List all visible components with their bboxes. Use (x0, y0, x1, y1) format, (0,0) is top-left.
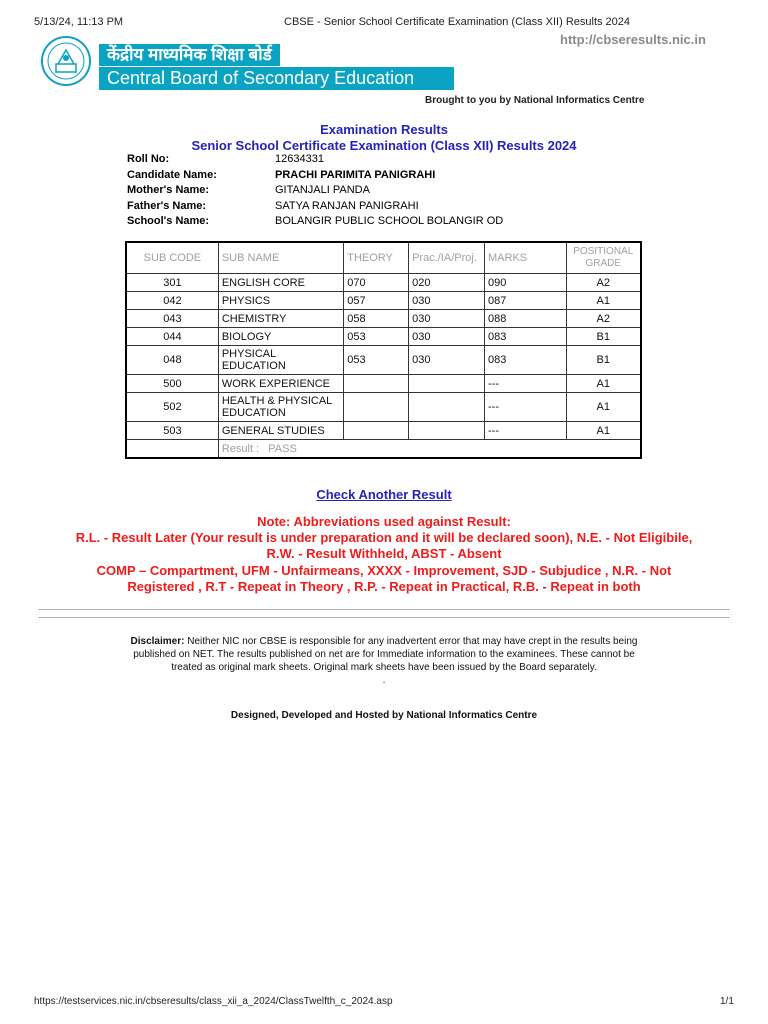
table-row (126, 310, 641, 328)
disclaimer (118, 635, 650, 687)
theory (344, 422, 409, 440)
table-row (126, 274, 641, 292)
marks: 083 (485, 328, 567, 346)
print-url: https://testservices.nic.in/cbseresults/class_xii_a_2024/ClassTwelfth_c_2024.asp (34, 996, 393, 1007)
grade: A1 (566, 393, 641, 422)
print-page-title: CBSE - Senior School Certificate Examination (Class XII) Results 2024 (284, 16, 631, 28)
table-row (126, 375, 641, 393)
exam-subtitle: Senior School Certificate Examination (Class XII) Results 2024 (191, 138, 577, 153)
check-another-result-link[interactable]: Check Another Result (316, 487, 452, 502)
marks: 087 (485, 292, 567, 310)
grade: A2 (566, 310, 641, 328)
prac: 030 (409, 346, 485, 375)
divider (38, 609, 730, 610)
sub-code: 042 (126, 292, 218, 310)
result-empty-cell (126, 440, 218, 459)
sub-name: CHEMISTRY (218, 310, 343, 328)
board-name-hindi: केंद्रीय माध्यमिक शिक्षा बोर्ड (99, 44, 280, 66)
sub-name: WORK EXPERIENCE (218, 375, 343, 393)
print-page-number: 1/1 (720, 996, 734, 1007)
sub-code: 043 (126, 310, 218, 328)
note-heading: Note: Abbreviations used against Result: (257, 514, 511, 529)
prac (409, 375, 485, 393)
prac: 020 (409, 274, 485, 292)
marks-table (125, 241, 642, 459)
roll-value: 12634331 (275, 153, 324, 165)
marks: 083 (485, 346, 567, 375)
cbse-emblem-icon (40, 34, 92, 88)
header-marks: MARKS (485, 242, 567, 274)
header-sub-code: SUB CODE (126, 242, 218, 274)
theory: 070 (344, 274, 409, 292)
marks: 090 (485, 274, 567, 292)
candidate-label: Candidate Name: (127, 169, 217, 181)
site-url[interactable]: http://cbseresults.nic.in (560, 32, 706, 47)
marks: --- (485, 375, 567, 393)
sub-name: PHYSICAL EDUCATION (218, 346, 343, 375)
page-title: Examination Results (320, 122, 448, 137)
sub-name: ENGLISH CORE (218, 274, 343, 292)
grade: B1 (566, 328, 641, 346)
header-prac: Prac./IA/Proj. (409, 242, 485, 274)
table-row (126, 328, 641, 346)
prac: 030 (409, 328, 485, 346)
note-line-4: Registered , R.T - Repeat in Theory , R.P. - Repeat in Practical, R.B. - Repeat in both (127, 579, 641, 594)
school-value: BOLANGIR PUBLIC SCHOOL BOLANGIR OD (275, 215, 504, 227)
theory: 058 (344, 310, 409, 328)
sub-code: 500 (126, 375, 218, 393)
grade: A2 (566, 274, 641, 292)
roll-label: Roll No: (127, 153, 170, 165)
sub-code: 301 (126, 274, 218, 292)
designed-by: Designed, Developed and Hosted by National Informatics Centre (230, 710, 538, 721)
theory (344, 375, 409, 393)
table-row (126, 346, 641, 375)
marks: 088 (485, 310, 567, 328)
brought-by-text: Brought to you by National Informatics Centre (425, 95, 645, 106)
sub-name: PHYSICS (218, 292, 343, 310)
theory: 053 (344, 346, 409, 375)
sub-name: BIOLOGY (218, 328, 343, 346)
father-label: Father's Name: (127, 200, 207, 212)
result-row (126, 440, 641, 459)
school-label: School's Name: (127, 215, 210, 227)
sub-code: 048 (126, 346, 218, 375)
result-text: Result : PASS (218, 440, 641, 459)
marks: --- (485, 422, 567, 440)
mother-value: GITANJALI PANDA (275, 184, 370, 196)
table-row (126, 393, 641, 422)
sub-code: 044 (126, 328, 218, 346)
prac: 030 (409, 292, 485, 310)
prac (409, 393, 485, 422)
sub-code: 502 (126, 393, 218, 422)
print-datetime: 5/13/24, 11:13 PM (34, 16, 124, 28)
note-line-3: COMP – Compartment, UFM - Unfairmeans, XXXX - Improvement, SJD - Subjudice , N.R. - Not (96, 563, 672, 578)
mother-label: Mother's Name: (127, 184, 210, 196)
sub-name: HEALTH & PHYSICAL EDUCATION (218, 393, 343, 422)
sub-code: 503 (126, 422, 218, 440)
grade: B1 (566, 346, 641, 375)
prac: 030 (409, 310, 485, 328)
father-value: SATYA RANJAN PANIGRAHI (275, 200, 419, 212)
disclaimer-dot: . (382, 675, 386, 686)
candidate-value: PRACHI PARIMITA PANIGRAHI (275, 169, 436, 181)
note-line-2: R.W. - Result Withheld, ABST - Absent (266, 546, 502, 561)
grade: A1 (566, 292, 641, 310)
header-grade: POSITIONAL GRADE (566, 242, 641, 274)
theory: 057 (344, 292, 409, 310)
theory (344, 393, 409, 422)
divider (38, 617, 730, 618)
header-sub-name: SUB NAME (218, 242, 343, 274)
table-header-row (126, 242, 641, 274)
board-name-english: Central Board of Secondary Education (99, 67, 454, 90)
table-row (126, 422, 641, 440)
marks: --- (485, 393, 567, 422)
header-theory: THEORY (344, 242, 409, 274)
sub-name: GENERAL STUDIES (218, 422, 343, 440)
grade: A1 (566, 375, 641, 393)
grade: A1 (566, 422, 641, 440)
note-line-1: R.L. - Result Later (Your result is under preparation and it will be declared soon), N.E. - Not Eligibile, (75, 530, 693, 545)
theory: 053 (344, 328, 409, 346)
disclaimer-text: Neither NIC nor CBSE is responsible for any inadvertent error that may have crept in the results being published on NET. The results published on net are for Immediate information to the examinees. These cannot be treated as original mark sheets. Original mark sheets have been issued by the Board separately. (133, 636, 638, 673)
disclaimer-label: Disclaimer: (130, 636, 185, 647)
table-row (126, 292, 641, 310)
prac (409, 422, 485, 440)
